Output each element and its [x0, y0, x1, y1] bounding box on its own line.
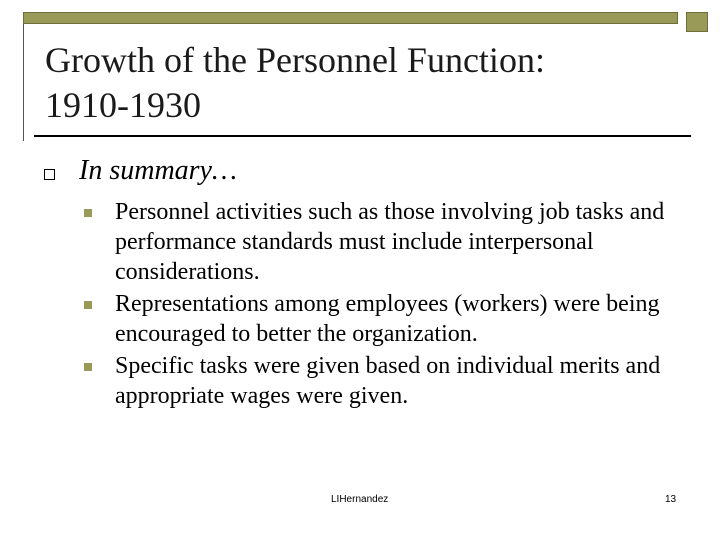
title-line-2: 1910-1930	[45, 85, 201, 125]
summary-item	[44, 150, 237, 192]
list-item	[84, 197, 690, 287]
bullet-text: Personnel activities such as those involving job tasks and performance standards must include interpersonal considerations.	[115, 199, 665, 285]
list-item	[84, 289, 690, 349]
list-item	[84, 351, 690, 411]
square-bullet-icon	[84, 363, 92, 371]
left-decorative-rule	[23, 24, 24, 141]
title-underline	[34, 135, 691, 137]
summary-text: In summary…	[79, 155, 237, 186]
top-decorative-bar	[23, 12, 678, 24]
square-bullet-icon	[84, 301, 92, 309]
footer-author: LIHernandez	[331, 494, 389, 505]
title-line-1: Growth of the Personnel Function:	[45, 40, 545, 80]
page-number: 13	[665, 494, 677, 505]
hollow-square-bullet-icon	[44, 169, 55, 180]
square-bullet-icon	[84, 209, 92, 217]
slide-title	[45, 38, 545, 128]
corner-decorative-square	[686, 12, 708, 32]
bullet-text: Representations among employees (workers) were being encouraged to better the organization.	[115, 291, 660, 347]
bullet-text: Specific tasks were given based on individual merits and appropriate wages were given.	[115, 353, 661, 409]
sub-bullet-list	[84, 197, 690, 413]
